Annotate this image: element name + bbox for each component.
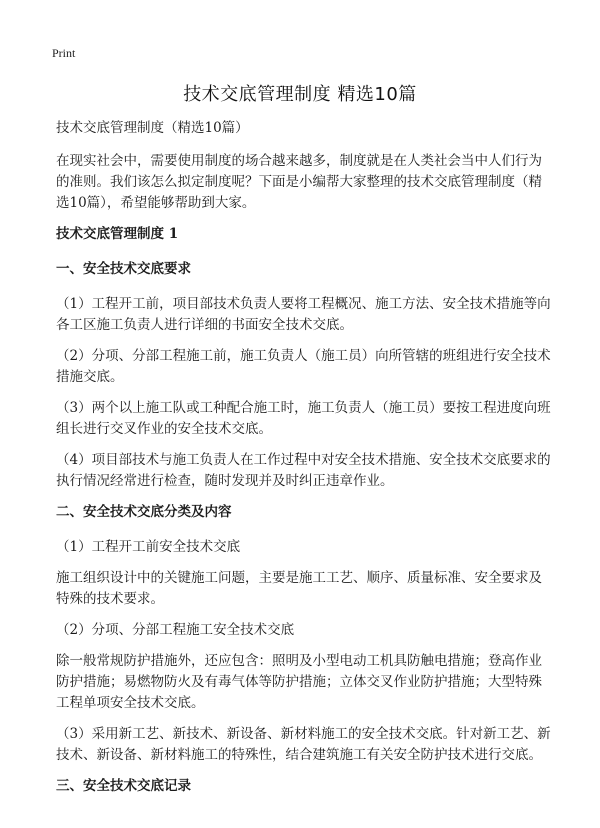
document-body [56,118,554,811]
print-label: Print [52,46,76,60]
category-item: 除一般常规防护措施外，还应包含：照明及小型电动工机具防触电措施；登高作业防护措施；易燃物防火及有毒气体等防护措施；立体交叉作业防护措施；大型特殊工程单项安全技术交底。 [56,653,542,711]
requirement-item: （1）工程开工前，项目部技术负责人要将工程概况、施工方法、安全技术措施等向各工区施工负责人进行详细的书面安全技术交底。 [56,296,551,333]
document-title: 技术交底管理制度 精选10篇 [183,84,417,105]
requirement-item: （4）项目部技术与施工负责人在工作过程中对安全技术措施、安全技术交底要求的执行情况经常进行检查，随时发现并及时纠正违章作业。 [56,452,551,489]
category-item: （1）工程开工前安全技术交底 [56,539,241,555]
heading-categories: 二、安全技术交底分类及内容 [56,504,232,520]
section-title: 技术交底管理制度 1 [56,226,179,242]
requirement-item: （3）两个以上施工队或工种配合施工时，施工负责人（施工员）要按工程进度向班组长进行交叉作业的安全技术交底。 [56,400,551,437]
heading-records: 三、安全技术交底记录 [56,778,191,794]
intro-paragraph: 在现实社会中，需要使用制度的场合越来越多，制度就是在人类社会当中人们行为的准则。我们该怎么拟定制度呢？下面是小编帮大家整理的技术交底管理制度（精选10篇），希望能够帮助到大家。 [56,153,542,211]
heading-requirements: 一、安全技术交底要求 [56,261,191,277]
category-item: （3）采用新工艺、新技术、新设备、新材料施工的安全技术交底。针对新工艺、新技术、新设备、新材料施工的特殊性，结合建筑施工有关安全防护技术进行交底。 [56,726,551,763]
category-item: （2）分项、分部工程施工安全技术交底 [56,622,295,638]
document-subtitle: 技术交底管理制度（精选10篇） [56,120,249,136]
category-item: 施工组织设计中的关键施工问题，主要是施工工艺、顺序、质量标准、安全要求及特殊的技术要求。 [56,570,542,607]
requirement-item: （2）分项、分部工程施工前，施工负责人（施工员）向所管辖的班组进行安全技术措施交底。 [56,348,551,385]
